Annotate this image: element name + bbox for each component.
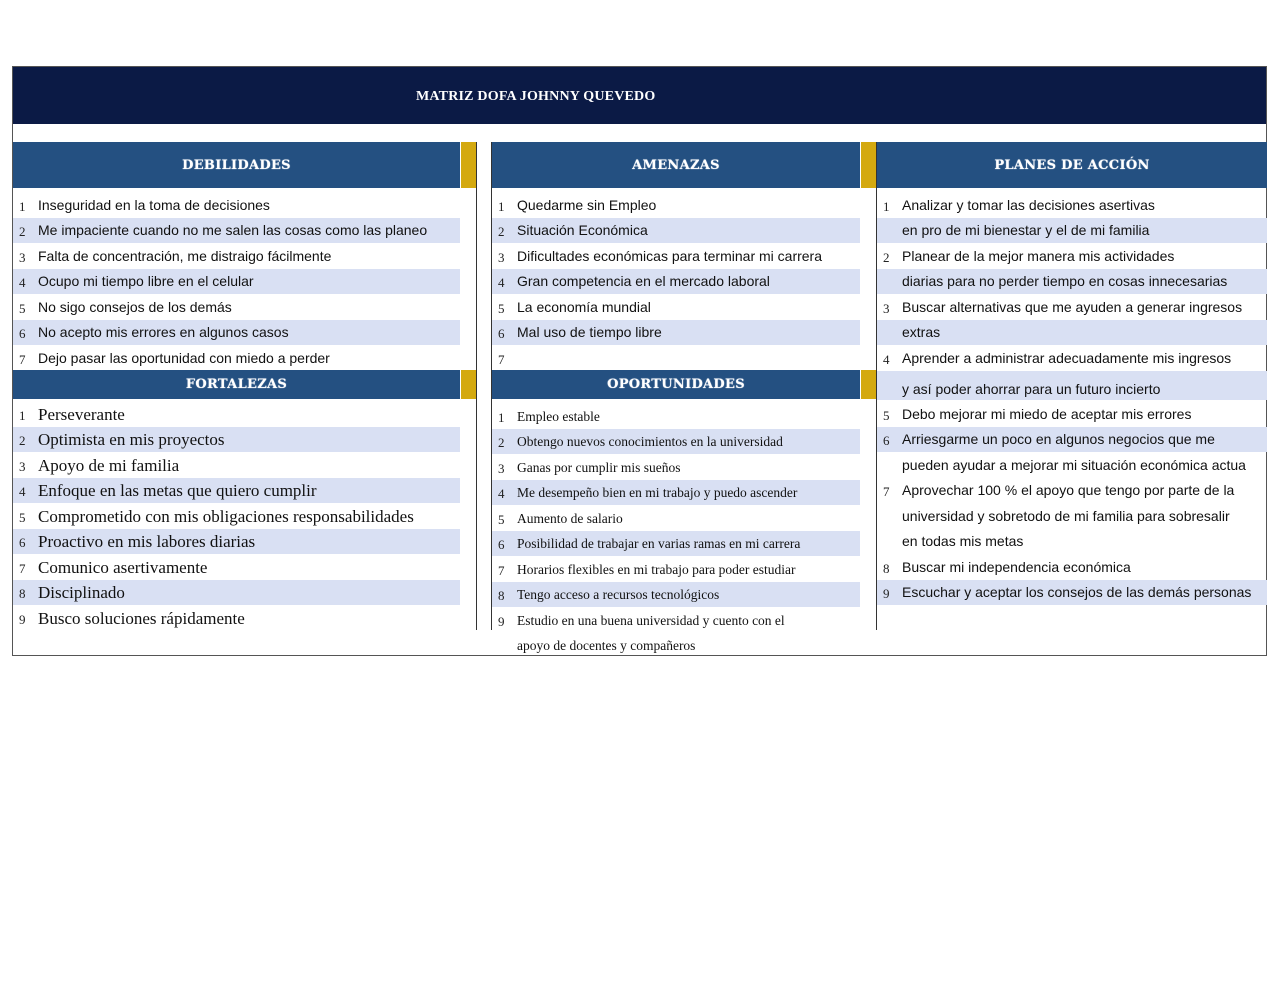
list-item: 6 No acepto mis errores en algunos casos — [13, 320, 460, 345]
list-item: 1 Analizar y tomar las decisiones asertivas — [883, 197, 1155, 214]
amenazas-header: AMENAZAS — [492, 142, 860, 188]
list-item: 2 Me impaciente cuando no me salen las cosas como las planeo — [13, 218, 460, 243]
fortalezas-header: FORTALEZAS — [13, 370, 460, 399]
list-item: en todas mis metas — [902, 533, 1024, 549]
list-item: 2 Optimista en mis proyectos — [13, 427, 460, 452]
list-item: 1 Perseverante — [19, 405, 125, 424]
column-separator — [476, 142, 477, 630]
list-item: 8 Disciplinado — [13, 580, 460, 605]
list-item: 8 Buscar mi independencia económica — [883, 559, 1131, 576]
list-item: 5 Aumento de salario — [498, 511, 623, 527]
list-item: 4 Me desempeño bien en mi trabajo y puedo ascender — [492, 480, 860, 505]
list-item: y así poder ahorrar para un futuro incierto — [877, 371, 1267, 400]
list-item: 4 Ocupo mi tiempo libre en el celular — [13, 269, 460, 294]
list-item: 7 Horarios flexibles en mi trabajo para poder estudiar — [498, 562, 796, 578]
list-item: 2 Obtengo nuevos conocimientos en la universidad — [492, 429, 860, 454]
list-item: 5 La economía mundial — [498, 299, 651, 316]
list-item: 9 Estudio en una buena universidad y cuento con el — [498, 613, 785, 629]
debilidades-header: DEBILIDADES — [13, 142, 460, 188]
list-item: 7 Aprovechar 100 % el apoyo que tengo por parte de la — [883, 482, 1235, 499]
list-item: 8 Tengo acceso a recursos tecnológicos — [492, 582, 860, 607]
list-item: 3 Ganas por cumplir mis sueños — [498, 460, 681, 476]
list-item: 5 Debo mejorar mi miedo de aceptar mis errores — [883, 406, 1192, 423]
list-item: 6 Arriesgarme un poco en algunos negocios que me — [877, 427, 1267, 452]
oportunidades-header: OPORTUNIDADES — [492, 370, 860, 399]
list-item: 1 Inseguridad en la toma de decisiones — [19, 197, 270, 214]
dofa-matrix — [12, 66, 1267, 656]
list-item: 7 Comunico asertivamente — [19, 558, 208, 577]
list-item: 6 Posibilidad de trabajar en varias ramas en mi carrera — [492, 531, 860, 556]
list-item: 6 Proactivo en mis labores diarias — [13, 529, 460, 554]
list-item: 7 — [498, 352, 505, 367]
page-title: MATRIZ DOFA JOHNNY QUEVEDO — [416, 89, 656, 104]
list-item: universidad y sobretodo de mi familia para sobresalir — [902, 508, 1230, 524]
list-item: apoyo de docentes y compañeros — [517, 638, 696, 653]
list-item: 4 Enfoque en las metas que quiero cumplir — [13, 478, 460, 503]
oportunidades-accent — [861, 370, 876, 399]
amenazas-accent — [861, 142, 876, 188]
list-item: 1 Empleo estable — [498, 409, 600, 425]
list-item: 3 Dificultades económicas para terminar mi carrera — [498, 248, 822, 265]
list-item: 5 No sigo consejos de los demás — [19, 299, 232, 316]
list-item: 4 Aprender a administrar adecuadamente mis ingresos — [883, 350, 1232, 367]
list-item: 3 Falta de concentración, me distraigo fácilmente — [19, 248, 332, 265]
planes-header: PLANES DE ACCIÓN — [877, 142, 1267, 188]
list-item: en pro de mi bienestar y el de mi familia — [877, 218, 1267, 243]
list-item: 1 Quedarme sin Empleo — [498, 197, 657, 214]
list-item: 9 Busco soluciones rápidamente — [19, 609, 245, 628]
list-item: extras — [877, 320, 1267, 345]
fortalezas-accent — [461, 370, 476, 399]
list-item: 7 Dejo pasar las oportunidad con miedo a perder — [19, 350, 330, 367]
list-item: 5 Comprometido con mis obligaciones responsabilidades — [19, 507, 414, 526]
list-item: pueden ayudar a mejorar mi situación económica actua — [902, 457, 1246, 473]
list-item: 2 Planear de la mejor manera mis actividades — [883, 248, 1175, 265]
list-item: 4 Gran competencia en el mercado laboral — [492, 269, 860, 294]
title-bar — [13, 67, 1266, 124]
list-item: 2 Situación Económica — [492, 218, 860, 243]
list-item: 9 Escuchar y aceptar los consejos de las demás personas — [877, 580, 1267, 605]
list-item: 3 Buscar alternativas que me ayuden a generar ingresos — [883, 299, 1243, 316]
debilidades-accent — [461, 142, 476, 188]
list-item: 3 Apoyo de mi familia — [19, 456, 180, 475]
list-item: 6 Mal uso de tiempo libre — [492, 320, 860, 345]
list-item: diarias para no perder tiempo en cosas innecesarias — [877, 269, 1267, 294]
